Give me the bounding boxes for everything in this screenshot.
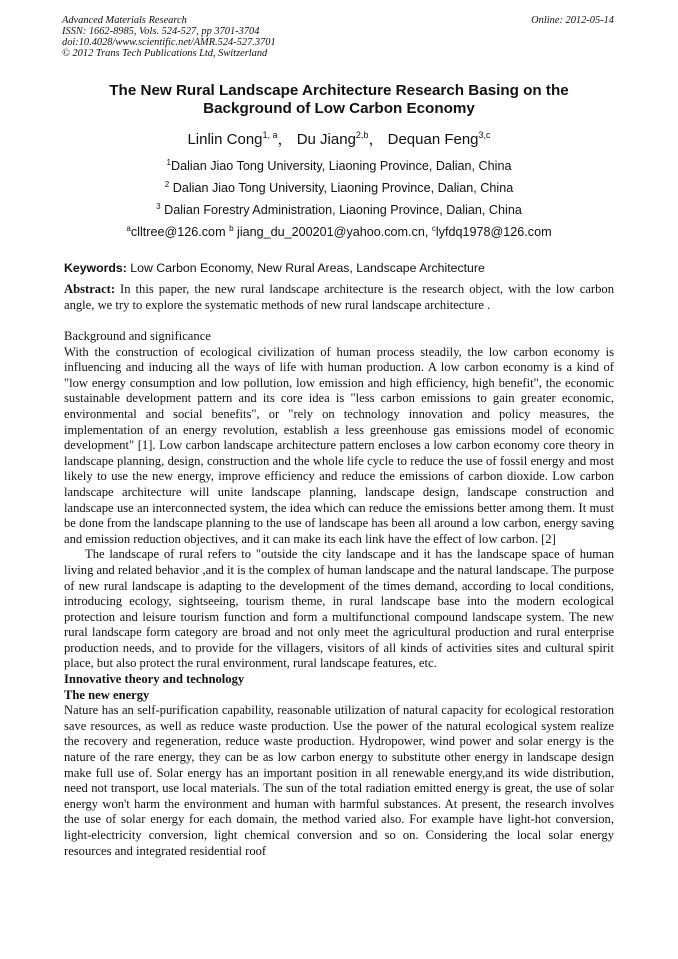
affiliation-text: Dalian Jiao Tong University, Liaoning Province, Dalian, China: [171, 159, 512, 173]
online-date: Online: 2012-05-14: [531, 15, 614, 26]
section-heading-innovative: Innovative theory and technology: [64, 672, 245, 687]
email-a[interactable]: clltree@126.com: [130, 225, 230, 239]
copyright-line: © 2012 Trans Tech Publications Ltd, Switzerland: [62, 48, 268, 59]
affiliation-sup: 3: [156, 202, 161, 211]
author-name: Linlin Cong: [187, 131, 263, 148]
email-sup-c: c: [431, 224, 436, 233]
affiliation-3: [62, 203, 616, 218]
journal-header: [62, 15, 276, 59]
email-line: [62, 225, 616, 240]
author-sup: 1, a: [262, 130, 278, 140]
paragraph-background-2: The landscape of rural refers to "outside the city landscape and it has the landscape space of human living and related behavior ,and it is the complex of human landscape and the natural landscape. The purpose of new rural landscape is adapting to the development of the times demand, according to local conditions, introducing ecology, sightseeing, tourism theme, in rural landscape base into the modern ecological protection and leisure tourism function and form a multifunctional compound landscape system. The new rural landscape form category are broad and not only meet the agricultural production and rural enterprise production needs, and to provide for the villagers, visitors of all kinds of activities sites and cultural spirit place, but also protect the rural environment, rural landscape features, etc.: [64, 547, 614, 671]
email-c[interactable]: lyfdq1978@126.com: [435, 225, 552, 239]
author-separator: ，: [277, 131, 293, 148]
paragraph-background-1: With the construction of ecological civilization of human process steadily, the low carbon economy is influencing and inducing all the ways of life with human production. A low carbon economy is a kind of "low energy consumption and low pollution, low emission and high efficiency, high benefit", the economic sustainable development pattern and its core idea is "less carbon emissions to gain greater economic, environmental and social benefits", or "rely on technology innovation and policy measures, the implementation of an energy revolution, establish a less greenhouse gas emissions model of economic development" [1]. Low carbon landscape architecture pattern encloses a low carbon economy core theory in landscape planning, design, construction and the whole life cycle to reduce the use of fossil energy and most likely to use the new energy, improve efficiency and reduce the emissions of carbon dioxide. Low carbon landscape architecture will unite landscape planning, landscape design, landscape construction and landscape use an interconnected system, the idea which can reduce the emissions better among them. It must be done from the landscape planning to the use of landscape has been all around a low carbon, energy saving and emission reduction objectives, and it can make its each link have the effect of low carbon. [2]: [64, 344, 614, 546]
abstract-text: In this paper, the new rural landscape architecture is the research object, with the low carbon angle, we try to explore the systematic methods of new rural landscape architecture .: [64, 282, 614, 312]
author-name: Du Jiang: [296, 131, 356, 148]
email-sup-b: b: [229, 224, 234, 233]
email-sup-a: a: [126, 224, 131, 233]
doi-line: doi:10.4028/www.scientific.net/AMR.524-527.3701: [62, 37, 276, 48]
abstract-label: Abstract:: [64, 282, 116, 296]
author-separator: ，: [368, 131, 384, 148]
author-sup: 3,c: [478, 130, 491, 140]
main-text: [64, 329, 614, 859]
affiliation-text: Dalian Forestry Administration, Liaoning Province, Dalian, China: [160, 203, 522, 217]
author-sup: 2,b: [355, 130, 369, 140]
issn-line: ISSN: 1662-8985, Vols. 524-527, pp 3701-3704: [62, 26, 260, 37]
abstract: [64, 282, 614, 313]
journal-name: Advanced Materials Research: [62, 15, 187, 26]
affiliation-text: Dalian Jiao Tong University, Liaoning Province, Dalian, China: [169, 181, 514, 195]
author-list: [62, 131, 616, 149]
keywords-label: Keywords:: [64, 261, 127, 275]
title-line-2: Background of Low Carbon Economy: [203, 100, 475, 117]
affiliation-sup: 1: [166, 158, 171, 167]
affiliation-1: [62, 159, 616, 174]
keywords-text: Low Carbon Economy, New Rural Areas, Landscape Architecture: [126, 261, 485, 275]
paragraph-new-energy: Nature has an self-purification capability, reasonable utilization of natural capacity for ecological restoration save resources, as well as reduce waste production. Use the power of the natural ecological system realize the recovery and regeneration, reduce waste production. Hydropower, wind power and solar energy is the nature of the rare energy, they can be as low carbon energy to substitute other energy in landscape design make full use of. Solar energy has an important position in all renewable energy,and its wide distribution, need not transport, use local materials. The sun of the total radiation emitted energy is great, the use of solar energy won't harm the environment and human with harmful substances. At present, the research involves the use of solar energy for each domain, the method varied also. For example have light-hot conversion, light-electricity conversion, light chemical conversion and so on. Considering the local solar energy resources and integrated residential roof: [64, 703, 614, 858]
author-name: Dequan Feng: [387, 131, 479, 148]
title-line-1: The New Rural Landscape Architecture Research Basing on the: [109, 82, 569, 99]
affiliation-sup: 2: [164, 180, 170, 189]
section-heading-new-energy: The new energy: [64, 687, 150, 702]
section-heading-background: Background and significance: [64, 329, 211, 343]
email-b[interactable]: jiang_du_200201@yahoo.com.cn,: [233, 225, 432, 239]
paper-title: [62, 82, 616, 118]
keywords: [64, 261, 614, 276]
affiliation-2: [62, 181, 616, 196]
